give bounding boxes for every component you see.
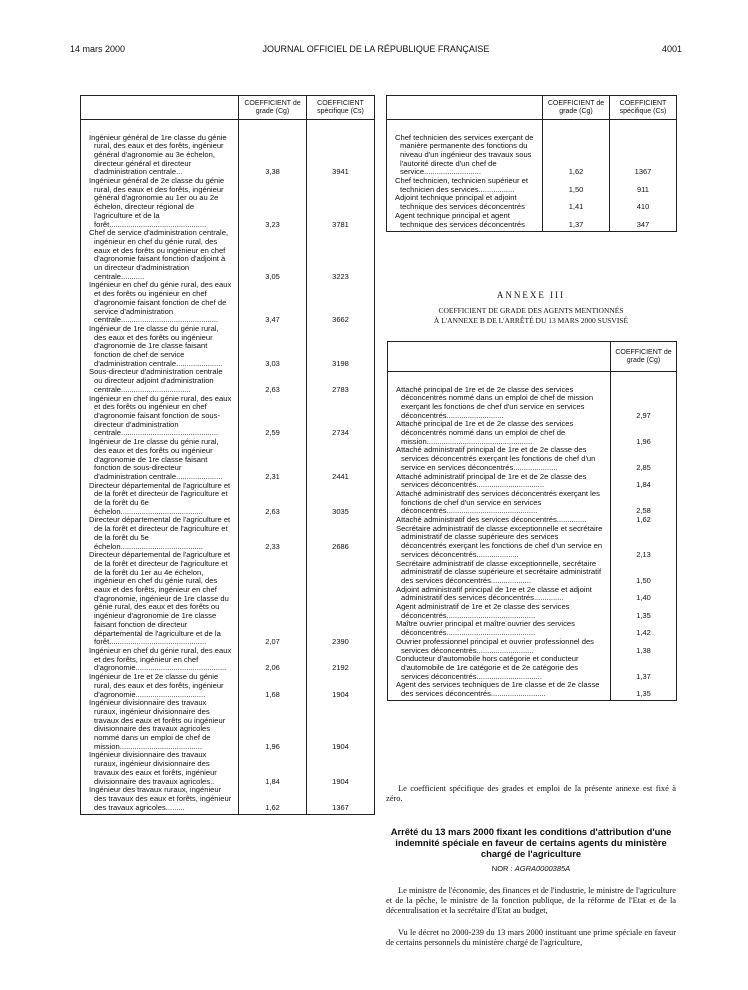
row-label-text: Ingénieur divisionnaire des travaux ruraux, ingénieur divisionnaire des travaux des eaux et forêts, ingénieur divisionnaire des travaux agricoles..	[89, 750, 217, 786]
specific-coefficient: 3035	[307, 482, 375, 517]
row-label	[388, 638, 611, 655]
row-label	[387, 177, 543, 194]
table-row	[388, 620, 677, 637]
table-row	[388, 490, 677, 516]
table-row	[388, 603, 677, 620]
table-row	[81, 229, 375, 281]
specific-coefficient: 1904	[307, 699, 375, 751]
header-date: 14 mars 2000	[70, 44, 126, 54]
row-label	[81, 325, 239, 369]
table-row	[81, 134, 375, 178]
specific-coefficient: 347	[610, 212, 677, 229]
arrete-title: Arrêté du 13 mars 2000 fixant les conditions d'attribution d'une indemnité spéciale en faveur de certains agents du ministère chargé de l'agriculture	[390, 826, 672, 859]
specific-coefficient: 3662	[307, 281, 375, 325]
specific-coefficient: 410	[610, 194, 677, 211]
grade-coefficient: 3,23	[239, 177, 307, 229]
row-label-text: Directeur départemental de l'agriculture et de la forêt et directeur de l'agriculture et de la forêt du 6e échelon.......................................	[89, 480, 231, 516]
page-number: 4001	[661, 44, 682, 54]
grade-coefficient: 2,97	[611, 386, 677, 421]
table-row	[81, 368, 375, 394]
arrete-preamble: Le ministre de l'économie, des finances et de l'industrie, le ministre de l'agriculture et de la pêche, le ministre de la fonction publique, de la réforme de l'Etat et de la décentralisation et la secrétaire d'Etat au budget,	[386, 886, 676, 915]
table-row	[81, 699, 375, 751]
annex-note: Le coefficient spécifique des grades et emploi de la présente annexe est fixé à zéro.	[386, 784, 676, 803]
table-row	[81, 786, 375, 812]
specific-coefficient: 2390	[307, 551, 375, 647]
specific-coefficient: 1367	[307, 786, 375, 812]
row-label-text: Chef technicien des services exerçant de manière permanente des fonctions du niveau d'un ingénieur des travaux sous l'autorité directe d'un chef de service...........................	[395, 132, 534, 177]
annex-title: ANNEXE III	[496, 290, 566, 300]
row-label-text: Sous-directeur d'administration centrale ou directeur adjoint d'administration centrale.................................	[89, 367, 223, 394]
row-label	[388, 446, 611, 472]
table-row	[81, 177, 375, 229]
grade-coefficient: 2,59	[239, 395, 307, 439]
table-spacer-row	[81, 812, 375, 814]
row-label	[81, 699, 239, 751]
row-label-text: Chef de service d'administration centrale, ingénieur en chef du génie rural, des eaux et des forêts ou ingénieur en chef d'agronomie faisant fonction d'adjoint à un directeur d'administration centrale...........	[89, 228, 229, 281]
row-label-text: Ingénieur des travaux ruraux, ingénieur des travaux des eaux et forêts, ingénieur des travaux agricoles.........	[89, 785, 232, 812]
grade-coefficient: 2,58	[611, 490, 677, 516]
grade-coefficient: 1,62	[611, 516, 677, 525]
table-row	[388, 446, 677, 472]
specific-coefficient: 2783	[307, 368, 375, 394]
row-label-text: Ingénieur en chef du génie rural, des eaux et des forêts, ingénieur en chef d'agronomie...........................................	[89, 645, 232, 673]
row-label-text: Ingénieur en chef du génie rural, des eaux et des forêts ou ingénieur en chef d'agronomie faisant fonction de sous-directeur d'administration centrale..............................................	[89, 393, 232, 438]
table-row	[388, 525, 677, 560]
row-label-text: Chef technicien, technicien supérieur et technicien des services.................	[395, 176, 528, 194]
row-label-text: Attaché administratif principal de 1re et de 2e classe des services déconcentrés exerçant les fonctions de chef d'un service en services déconcentrés.....................	[396, 445, 596, 472]
row-label	[388, 586, 611, 603]
grade-coefficient: 2,63	[239, 368, 307, 394]
row-label-text: Conducteur d'automobile hors catégorie et conducteur d'automobile de 1re catégorie et de 2e catégorie des services déconcentrés...............................	[396, 654, 579, 681]
table-row	[81, 395, 375, 439]
row-label	[81, 395, 239, 439]
row-label	[81, 551, 239, 647]
table-row	[81, 673, 375, 699]
row-label-text: Ingénieur de 1re classe du génie rural, des eaux et des forêts ou ingénieur d'agronomie de 1re classe faisant fonction de chef de service d'administration centrale......................	[89, 323, 223, 368]
row-label-text: Maître ouvrier principal et maître ouvrier des services déconcentrés..........................................	[396, 619, 575, 638]
grade-coefficient: 1,96	[611, 420, 677, 446]
row-label-text: Adjoint administratif principal de 1re et 2e classe et adjoint administratif des services déconcentrés..............	[396, 584, 592, 603]
table-spacer-row	[387, 120, 677, 134]
specific-coefficient: 2686	[307, 516, 375, 551]
row-label-text: Secrétaire administratif de classe exceptionnelle, secrétaire administratif de classe supérieure et secrétaire administratif des services déconcentrés...................	[396, 558, 602, 585]
grade-coefficient: 2,06	[239, 647, 307, 673]
nor-value: AGRA0000385A	[514, 864, 571, 873]
grade-coefficient: 2,63	[239, 482, 307, 517]
table-spacer-row	[388, 372, 677, 386]
row-label-text: Directeur départemental de l'agriculture et de la forêt et directeur de l'agriculture et de la forêt du 1er au 4e échelon, ingénieur en chef du génie rural, des eaux et des forêts, ingénieur en chef d'agronomie, ingénieur de 1re classe du génie rural, des eaux et des forêts ou ingénieur d'agronomie de 1re classe faisant fonction de directeur départemental de l'agriculture et de la forêt..............................................	[89, 550, 231, 647]
grade-coefficient: 1,40	[611, 586, 677, 603]
table-row	[388, 681, 677, 698]
grade-coefficient: 3,05	[239, 229, 307, 281]
table-spacer-row	[81, 120, 375, 134]
journal-title: JOURNAL OFFICIEL DE LA RÉPUBLIQUE FRANÇAISE	[262, 44, 490, 54]
grade-coefficient: 1,35	[611, 681, 677, 698]
annex-table-header-blank	[388, 342, 611, 372]
nor-label: NOR :	[491, 864, 513, 873]
table-row	[388, 586, 677, 603]
left-table-header-grade: COEFFICIENT de grade (Cg)	[239, 96, 307, 120]
grade-coefficient: 1,42	[611, 620, 677, 637]
grade-coefficient: 3,47	[239, 281, 307, 325]
table-row	[388, 473, 677, 490]
specific-coefficient: 1367	[610, 134, 677, 178]
table-row	[81, 751, 375, 786]
table-row	[81, 325, 375, 369]
row-label-text: Attaché administratif principal de 1re et de 2e classe des services déconcentrés................................	[396, 471, 587, 490]
table-spacer-row	[388, 699, 677, 701]
grade-coefficient: 2,13	[611, 525, 677, 560]
table-row	[387, 134, 677, 178]
grade-coefficient: 1,68	[239, 673, 307, 699]
annex-subtitle-line2: À L'ANNEXE B DE L'ARRÊTÉ DU 13 MARS 2000 SUSVISÉ	[433, 316, 629, 325]
row-label-text: Attaché principal de 1re et de 2e classe des services déconcentrés nommé dans un emploi de chef de mission..................................................	[396, 419, 574, 446]
nor-reference	[386, 864, 676, 873]
left-coefficient-table	[80, 95, 375, 815]
right-table-header-grade: COEFFICIENT de grade (Cg)	[543, 96, 610, 120]
specific-coefficient: 1904	[307, 751, 375, 786]
grade-coefficient: 3,03	[239, 325, 307, 369]
row-label	[81, 134, 239, 178]
specific-coefficient: 3941	[307, 134, 375, 178]
row-label	[81, 177, 239, 229]
specific-coefficient: 3781	[307, 177, 375, 229]
row-label	[388, 420, 611, 446]
table-row	[81, 551, 375, 647]
table-row	[388, 638, 677, 655]
row-label-text: Ingénieur divisionnaire des travaux ruraux, ingénieur divisionnaire des travaux des eaux et forêts ou ingénieur divisionnaire des travaux agricoles nommé dans un emploi de chef de mission.......................................	[89, 698, 226, 751]
table-row	[81, 438, 375, 482]
row-label-text: Ingénieur de 1re classe du génie rural, des eaux et des forêts ou ingénieur d'agronomie de 1re classe faisant fonction de sous-directeur d'administration centrale......................	[89, 437, 223, 481]
row-label	[388, 681, 611, 698]
row-label	[81, 751, 239, 786]
specific-coefficient: 911	[610, 177, 677, 194]
row-label-text: Attaché principal de 1re et de 2e classe des services déconcentrés nommé dans un emploi de chef de mission exerçant les fonctions de chef d'un service en services déconcentrés...........................	[396, 384, 594, 420]
row-label	[388, 603, 611, 620]
table-row	[81, 516, 375, 551]
specific-coefficient: 1904	[307, 673, 375, 699]
row-label	[388, 525, 611, 560]
annex-grade-table	[387, 341, 677, 701]
grade-coefficient: 1,37	[543, 212, 610, 229]
row-label-text: Directeur départemental de l'agriculture et de la forêt et directeur de l'agriculture et de la forêt du 5e échelon.......................................	[89, 515, 231, 551]
left-table-header-blank	[81, 96, 239, 120]
table-row	[388, 655, 677, 681]
grade-coefficient: 1,84	[239, 751, 307, 786]
row-label	[81, 281, 239, 325]
grade-coefficient: 1,37	[611, 655, 677, 681]
row-label	[388, 560, 611, 586]
row-label	[388, 473, 611, 490]
row-label	[81, 438, 239, 482]
left-table-body	[81, 120, 375, 815]
grade-coefficient: 1,38	[611, 638, 677, 655]
row-label-text: Ingénieur général de 2e classe du génie rural, des eaux et des forêts, ingénieur général d'agronomie au 1er ou au 2e échelon, directeur régional de l'agriculture et de la forêt..............................................	[89, 176, 225, 229]
row-label	[388, 386, 611, 421]
table-row	[387, 212, 677, 229]
row-label	[387, 212, 543, 229]
left-table-header-specific: COEFFICIENT spécifique (Cs)	[307, 96, 375, 120]
row-label-text: Attaché administratif des services déconcentrés exerçant les fonctions de chef d'un service en services déconcentrés...........................................	[396, 488, 600, 516]
grade-coefficient: 1,62	[543, 134, 610, 178]
annex-table-body	[388, 372, 677, 701]
row-label	[388, 655, 611, 681]
grade-coefficient: 1,96	[239, 699, 307, 751]
specific-coefficient: 3198	[307, 325, 375, 369]
grade-coefficient: 2,07	[239, 551, 307, 647]
row-label	[81, 673, 239, 699]
row-label-text: Ingénieur de 1re et 2e classe du génie rural, des eaux et des forêts, ingénieur d'agronomie.................................	[89, 672, 224, 699]
row-label	[81, 516, 239, 551]
row-label	[388, 620, 611, 637]
row-label	[388, 490, 611, 516]
grade-coefficient: 1,62	[239, 786, 307, 812]
row-label	[387, 134, 543, 178]
table-row	[388, 420, 677, 446]
grade-coefficient: 1,41	[543, 194, 610, 211]
row-label-text: Adjoint technique principal et adjoint technique des services déconcentrés	[395, 193, 525, 212]
page-header	[70, 44, 682, 58]
annex-subtitle-line1: COEFFICIENT DE GRADE DES AGENTS MENTIONNÉS	[438, 306, 624, 315]
row-label-text: Attaché administratif des services déconcentrés..............	[396, 515, 587, 525]
grade-coefficient: 1,50	[611, 560, 677, 586]
arrete-visa: Vu le décret no 2000-239 du 13 mars 2000 instituant une prime spéciale en faveur de certains personnels du ministère chargé de l'agriculture,	[386, 928, 676, 947]
row-label-text: Agent technique principal et agent technique des services déconcentrés	[395, 210, 525, 229]
specific-coefficient: 2192	[307, 647, 375, 673]
row-label	[81, 786, 239, 812]
row-label-text: Ingénieur général de 1re classe du génie rural, des eaux et des forêts, ingénieur général d'agronomie au 3e échelon, directeur général et directeur d'administration centrale...	[89, 132, 227, 177]
right-table-header-blank	[387, 96, 543, 120]
specific-coefficient: 2441	[307, 438, 375, 482]
grade-coefficient: 2,85	[611, 446, 677, 472]
row-label	[81, 647, 239, 673]
row-label	[81, 482, 239, 517]
table-row	[388, 386, 677, 421]
right-table-header-specific: COEFFICIENT spécifique (Cs)	[610, 96, 677, 120]
annex-subtitle	[386, 306, 676, 326]
right-table-body	[387, 120, 677, 232]
specific-coefficient: 3223	[307, 229, 375, 281]
grade-coefficient: 1,35	[611, 603, 677, 620]
annex-table-header-grade: COEFFICIENT de grade (Cg)	[611, 342, 677, 372]
table-row	[81, 482, 375, 517]
table-row	[81, 281, 375, 325]
table-spacer-row	[387, 229, 677, 231]
grade-coefficient: 1,50	[543, 177, 610, 194]
specific-coefficient: 2734	[307, 395, 375, 439]
grade-coefficient: 2,31	[239, 438, 307, 482]
table-row	[81, 647, 375, 673]
row-label-text: Agent administratif de 1re et 2e classe des services déconcentrés..........................................	[396, 602, 570, 620]
table-row	[387, 177, 677, 194]
right-coefficient-table	[386, 95, 677, 232]
table-row	[388, 560, 677, 586]
row-label-text: Secrétaire administratif de classe exceptionnelle et secrétaire administratif de classe supérieure des services déconcentrés exerçant les fonctions de chef d'un service en services déconcentrés....................	[396, 523, 603, 559]
row-label-text: Ouvrier professionnel principal et ouvrier professionnel des services déconcentrés...........................	[396, 636, 594, 655]
row-label	[81, 368, 239, 394]
row-label	[387, 194, 543, 211]
table-row	[387, 194, 677, 211]
grade-coefficient: 2,33	[239, 516, 307, 551]
grade-coefficient: 3,38	[239, 134, 307, 178]
row-label	[81, 229, 239, 281]
row-label-text: Ingénieur en chef du génie rural, des eaux et des forêts ou ingénieur en chef d'agronomie faisant fonction de chef de service d'administration centrale..............................................	[89, 280, 232, 325]
row-label-text: Agent des services techniques de 1re classe et de 2e classe des services déconcentrés..........................	[396, 680, 600, 699]
grade-coefficient: 1,84	[611, 473, 677, 490]
